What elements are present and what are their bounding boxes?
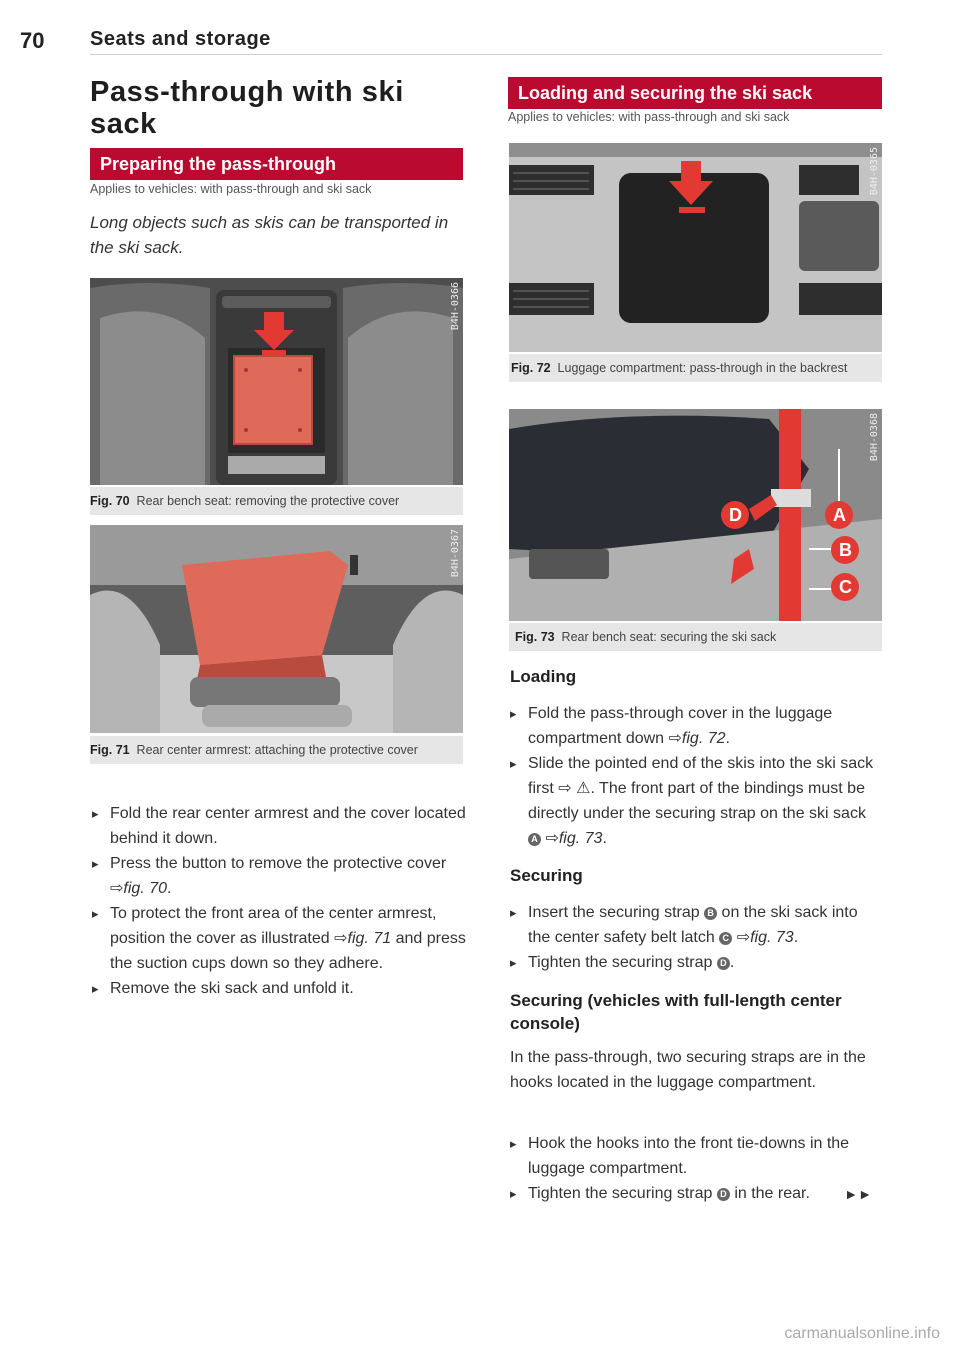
figure-label: Fig. 71 <box>90 743 130 757</box>
figure-71 <box>90 525 463 733</box>
figure-ref: fig. 70 <box>123 880 167 897</box>
loading-list <box>510 701 882 851</box>
caption-text: Rear bench seat: removing the protective cover <box>136 494 400 508</box>
step-text: on the ski sack into the center safety belt latch <box>528 904 858 946</box>
list-item <box>92 976 467 1001</box>
securing-list <box>510 900 882 975</box>
arrow-ref-icon: ⇨ <box>110 880 124 897</box>
list-item <box>92 851 467 901</box>
figure-71-caption <box>90 736 463 764</box>
callout-c: C <box>839 577 852 597</box>
step-text: Fold the pass-through cover in the luggage compartment down <box>528 705 833 747</box>
step-text: To protect the front area of the center armrest, position the cover as illustrated <box>110 905 437 947</box>
figure-ref: fig. 72 <box>681 730 726 747</box>
figure-70-caption <box>90 487 463 515</box>
arrow-ref-icon: ⇨ <box>668 730 682 747</box>
callout-b-badge: B <box>704 907 717 920</box>
step-text: Fold the rear center armrest and the cover located behind it down. <box>110 805 466 847</box>
intro-text: Long objects such as skis can be transported in the ski sack. <box>90 213 449 257</box>
step-text: Press the button to remove the protective cover <box>110 855 447 872</box>
callout-c-badge: C <box>719 932 732 945</box>
figure-ref: fig. 73 <box>750 929 794 946</box>
applies-note: Applies to vehicles: with pass-through and ski sack <box>508 110 790 124</box>
securing-heading: Securing <box>510 866 583 885</box>
step-end: . <box>602 830 607 847</box>
list-item <box>510 751 882 851</box>
continue-arrow-icon: ►► <box>844 1186 872 1202</box>
arrow-ref-icon: ⇨ <box>736 929 751 946</box>
arrow-ref-icon: ⇨ <box>334 930 348 947</box>
callout-d-badge: D <box>717 957 730 970</box>
arrow-ref-icon: ⇨ <box>545 830 559 847</box>
step-text: . The front part of the bindings must be directly under the securing strap on the ski sack <box>528 780 866 822</box>
list-item <box>92 801 467 851</box>
step-text: Hook the hooks into the front tie-downs in the luggage compartment. <box>528 1135 850 1177</box>
figure-id: B4H-0367 <box>450 529 461 578</box>
applies-note: Applies to vehicles: with pass-through and ski sack <box>90 182 372 196</box>
left-steps-list <box>92 801 467 1001</box>
step-end: . <box>793 929 799 946</box>
subsection-bar: Preparing the pass-through <box>90 148 463 180</box>
section-bar: Loading and securing the ski sack <box>508 77 882 109</box>
step-end: . <box>729 954 735 971</box>
figure-ref: fig. 73 <box>558 830 603 847</box>
rear-bench-illustration <box>90 278 463 485</box>
figure-ref: fig. 71 <box>347 930 392 947</box>
warning-triangle-icon: ⚠ <box>576 780 591 797</box>
watermark: carmanualsonline.info <box>784 1325 940 1342</box>
caption-text: Luggage compartment: pass-through in the backrest <box>557 361 848 375</box>
list-item <box>510 900 882 950</box>
list-item <box>510 1131 882 1181</box>
step-text: Slide the pointed end of the skis into the ski sack first <box>528 755 874 797</box>
callout-a-badge: A <box>528 833 541 846</box>
securing-full-heading: Securing (vehicles with full-length center console) <box>510 991 842 1033</box>
list-item <box>510 1181 882 1206</box>
securing-full-paragraph: In the pass-through, two securing straps are in the hooks located in the luggage compartment. <box>510 1049 866 1091</box>
page-number: 70 <box>20 28 45 53</box>
callout-d: D <box>729 505 742 525</box>
page-header <box>20 24 882 55</box>
page-title: Pass-through with ski sack <box>90 76 404 140</box>
callout-b: B <box>839 540 852 560</box>
figure-id: B4H-0366 <box>450 282 461 331</box>
ski-sack-illustration <box>509 409 882 621</box>
luggage-compartment-illustration <box>509 143 882 352</box>
callout-d-badge: D <box>717 1188 730 1201</box>
securing-full-list <box>510 1131 882 1206</box>
figure-label: Fig. 70 <box>90 494 130 508</box>
figure-label: Fig. 73 <box>515 630 555 644</box>
figure-id: B4H-0365 <box>869 147 880 196</box>
figure-label: Fig. 72 <box>511 361 551 375</box>
list-item <box>510 950 882 975</box>
caption-text: Rear bench seat: securing the ski sack <box>561 630 777 644</box>
step-text: Tighten the securing strap <box>528 954 713 971</box>
figure-72 <box>509 143 882 352</box>
figure-id: B4H-0368 <box>869 413 880 462</box>
step-end: and press the suction cups down so they adhere. <box>110 930 466 972</box>
callout-a: A <box>833 505 846 525</box>
step-text: Remove the ski sack and unfold it. <box>110 980 354 997</box>
step-end: in the rear. <box>734 1185 810 1202</box>
loading-heading: Loading <box>510 667 577 686</box>
step-text: Insert the securing strap <box>528 904 700 921</box>
arrow-ref-icon: ⇨ <box>558 780 572 797</box>
caption-text: Rear center armrest: attaching the protective cover <box>136 743 418 757</box>
figure-73-caption <box>509 623 882 651</box>
figure-70 <box>90 278 463 485</box>
armrest-illustration <box>90 525 463 733</box>
step-end: . <box>725 730 730 747</box>
section-title: Seats and storage <box>90 28 271 50</box>
figure-72-caption <box>509 354 882 382</box>
list-item <box>92 901 467 976</box>
step-text: Tighten the securing strap <box>528 1185 713 1202</box>
figure-73 <box>509 409 882 621</box>
list-item <box>510 701 882 751</box>
step-end: . <box>167 880 172 897</box>
